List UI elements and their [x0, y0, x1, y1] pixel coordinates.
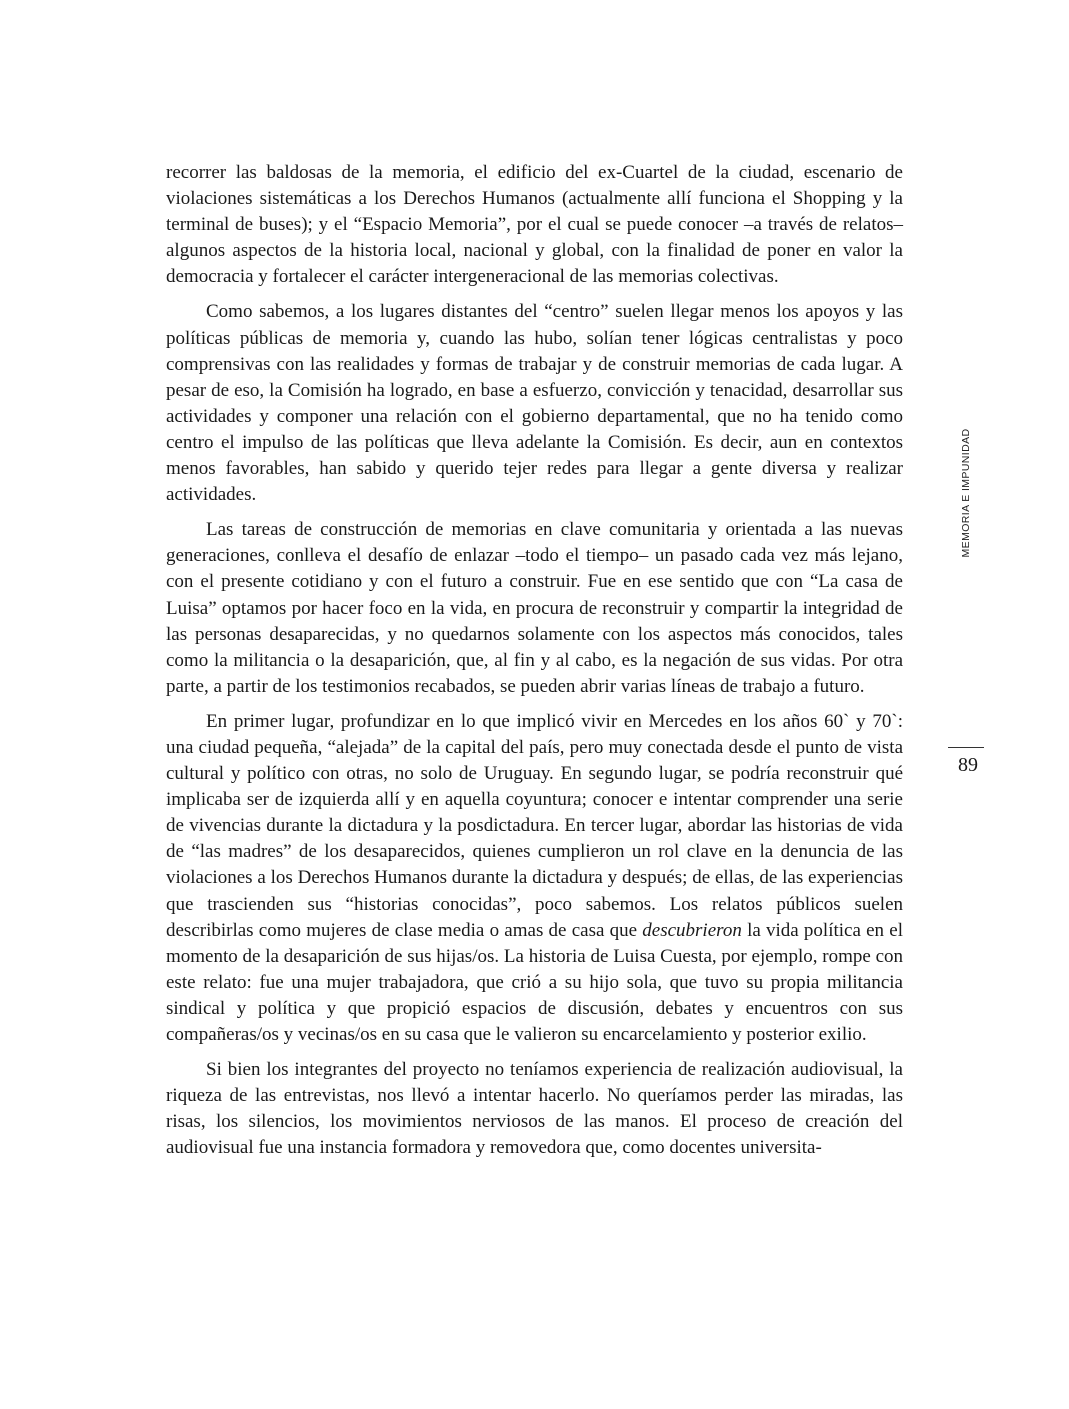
body-text — [166, 160, 903, 1170]
paragraph-3: Las tareas de construcción de memorias en clave comunitaria y orientada a las nuevas generaciones, conlleva el desafío de enlazar –todo el tiempo– un pasado cada vez más lejano, con el presente cotidiano y con el futuro a construir. Fue en ese sentido que con “La casa de Luisa” optamos por hacer foco en la vida, en procura de reconstruir y compartir la integridad de las personas desaparecidas, y no quedarnos solamente con los aspectos más conocidos, tales como la militancia o la desaparición, que, al fin y al cabo, es la negación de sus vidas. Por otra parte, a partir de los testimonios recabados, se pueden abrir varias líneas de trabajo a futuro. — [166, 519, 903, 697]
emphasis-descubrieron: descubrieron — [642, 919, 742, 941]
paragraph-4-part-2: la vida política en el momento de la desaparición de sus hijas/os. La historia de Luisa Cuesta, por ejemplo, rompe con este relato: fue una mujer trabajadora, que crió a su hijo sola, que tuvo su propia militancia sindical y política y que propició espacios de discusión, debates y encuentros con sus compañeras/os y vecinas/os en su casa que le valieron su encarcelamiento y posterior exilio. — [166, 919, 903, 1045]
paragraph-5: Si bien los integrantes del proyecto no teníamos experiencia de realización audiovisual, la riqueza de las entrevistas, nos llevó a intentar hacerlo. No queríamos perder las miradas, las risas, los silencios, los movimientos nerviosos de las manos. El proceso de creación del audiovisual fue una instancia formadora y removedora que, como docentes universita- — [166, 1059, 903, 1159]
paragraph-2: Como sabemos, a los lugares distantes del “centro” suelen llegar menos los apoyos y las políticas públicas de memoria y, cuando las hubo, solían tener lógicas centralistas y poco comprensivas con las realidades y formas de trabajar y de construir memorias de cada lugar. A pesar de eso, la Comisión ha logrado, en base a esfuerzo, convicción y tenacidad, desarrollar sus actividades y componer una relación con el gobierno departamental, que no ha tenido como centro el impulso de las políticas que lleva adelante la Comisión. Es decir, aun en contextos menos favorables, han sabido y querido tejer redes para llegar a gente diversa y realizar actividades. — [166, 301, 903, 506]
page-number-rule — [948, 747, 984, 748]
running-head — [958, 420, 974, 566]
paragraph-4 — [166, 709, 903, 1048]
running-head-text: MEMORIA E IMPUNIDAD — [960, 428, 972, 558]
paragraph-4-part-1: En primer lugar, profundizar en lo que implicó vivir en Mercedes en los años 60` y 70`: una ciudad pequeña, “alejada” de la capital del país, pero muy conectada desde el punto de vista cultural y político con otras, no solo de Uruguay. En segundo lugar, se podría reconstruir qué implicaba ser de izquierda allí y en aquella coyuntura; conocer e intentar comprender una serie de vivencias durante la dictadura y la posdictadura. En tercer lugar, abordar las historias de vida de “las madres” de los desaparecidos, quienes cumplieron un rol clave en la denuncia de las violaciones a los Derechos Humanos durante la dictadura y después; de ellas, de las experiencias que trascienden sus “historias conocidas”, poco sabemos. Los relatos públicos suelen describirlas como mujeres de clase media o amas de casa que — [166, 710, 903, 941]
paragraph-1: recorrer las baldosas de la memoria, el edificio del ex-Cuartel de la ciudad, escenario de violaciones sistemáticas a los Derechos Humanos (actualmente allí funciona el Shopping y la terminal de buses); y el “Espacio Memoria”, por el cual se puede conocer –a través de relatos– algunos aspectos de la historia local, nacional y global, con la finalidad de poner en valor la democracia y fortalecer el carácter intergeneracional de las memorias colectivas. — [166, 162, 903, 288]
page-number: 89 — [958, 754, 978, 776]
